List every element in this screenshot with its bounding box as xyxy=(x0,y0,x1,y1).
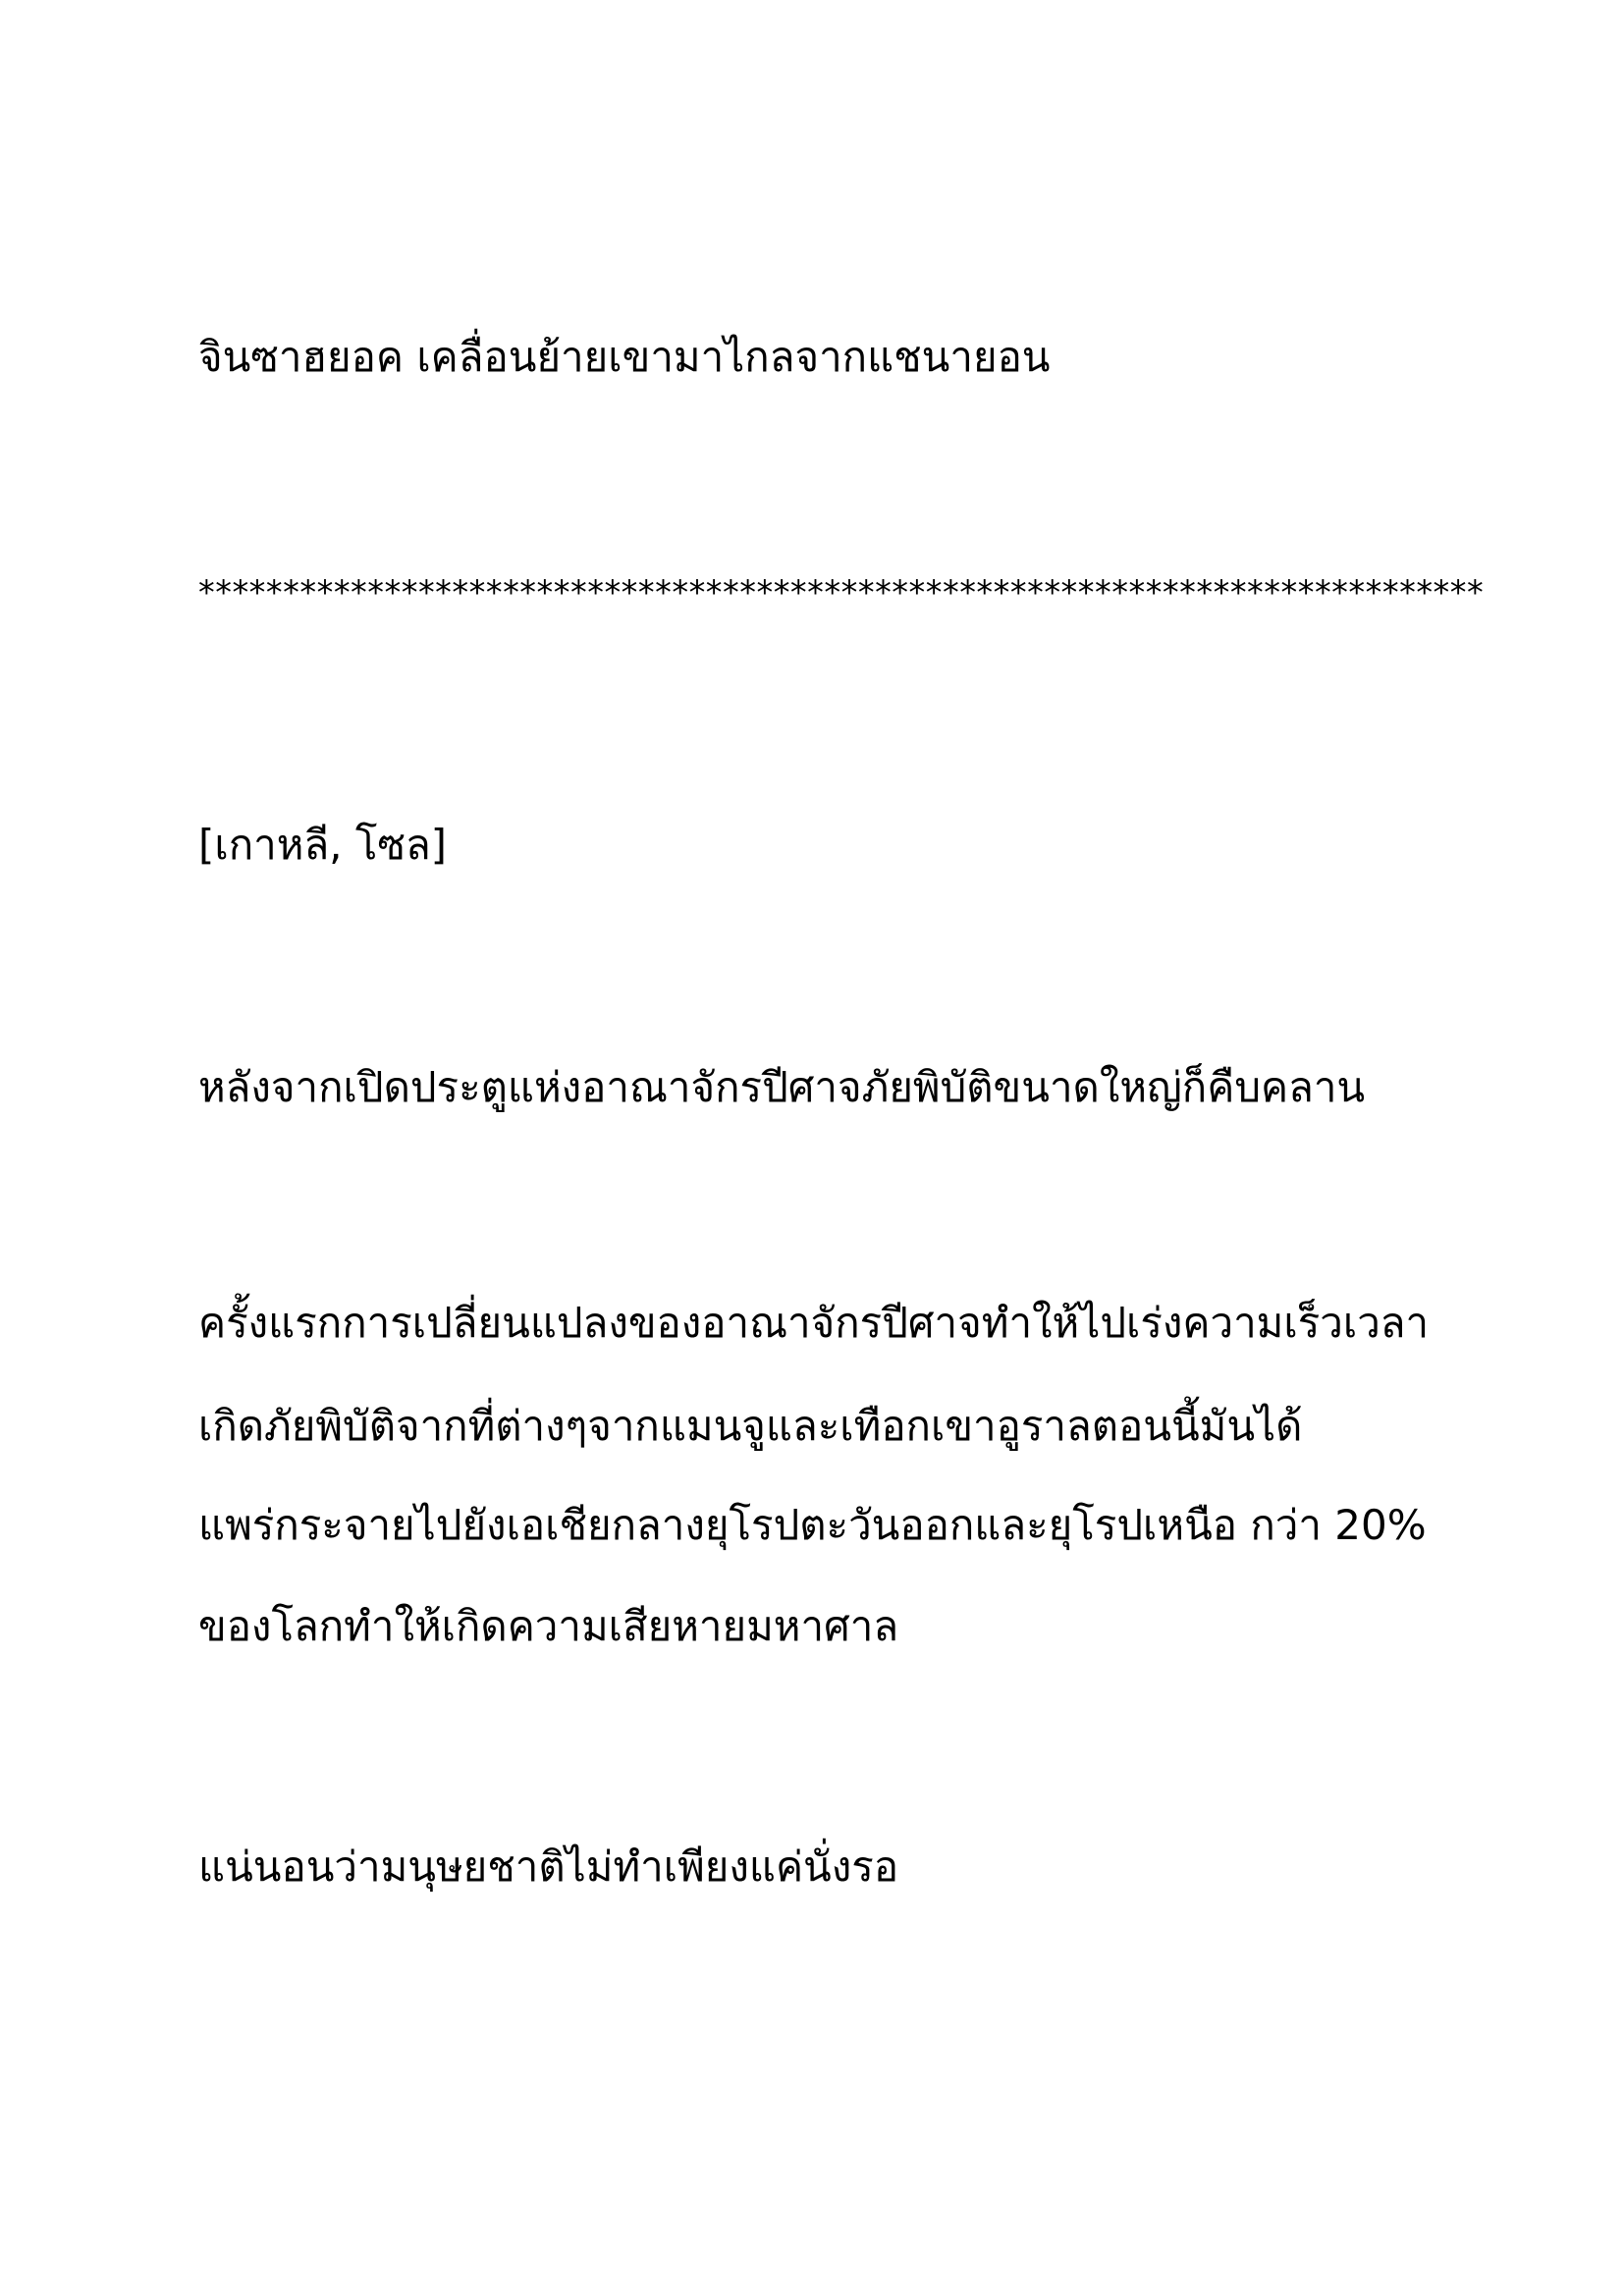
paragraph-3: แน่นอนว่ามนุษยชาติไม่ทำเพียงแค่นั่งรอ xyxy=(198,1842,899,1891)
location-label: [เกาหลี, โซล] xyxy=(198,821,448,869)
paragraph-2-line: แพร่กระจายไปยังเอเชียกลางยุโรปตะวันออกและยุโรปเหนือ กว่า 20% xyxy=(198,1501,1427,1549)
paragraph-2-line: ของโลกทำให้เกิดความเสียหายมหาศาล xyxy=(198,1602,899,1650)
paragraph-1: หลังจากเปิดประตูแห่งอาณาจักรปีศาจภัยพิบัติขนาดใหญ่ก็คืบคลาน xyxy=(198,1063,1366,1111)
separator-line: **************************************************************************** xyxy=(198,573,1485,612)
paragraph-2-line: เกิดภัยพิบัติจากที่ต่างๆจากแมนจูและเทือกเขาอูราลตอนนี้มันได้ xyxy=(198,1402,1303,1450)
paragraph-2-line: ครั้งแรกการเปลี่ยนแปลงของอาณาจักรปีศาจทำให้ไปเร่งความเร็วเวลา xyxy=(198,1299,1430,1347)
chapter-title: จินซาฮยอค เคลื่อนย้ายเขามาไกลจากแชนายอน xyxy=(198,333,1051,381)
